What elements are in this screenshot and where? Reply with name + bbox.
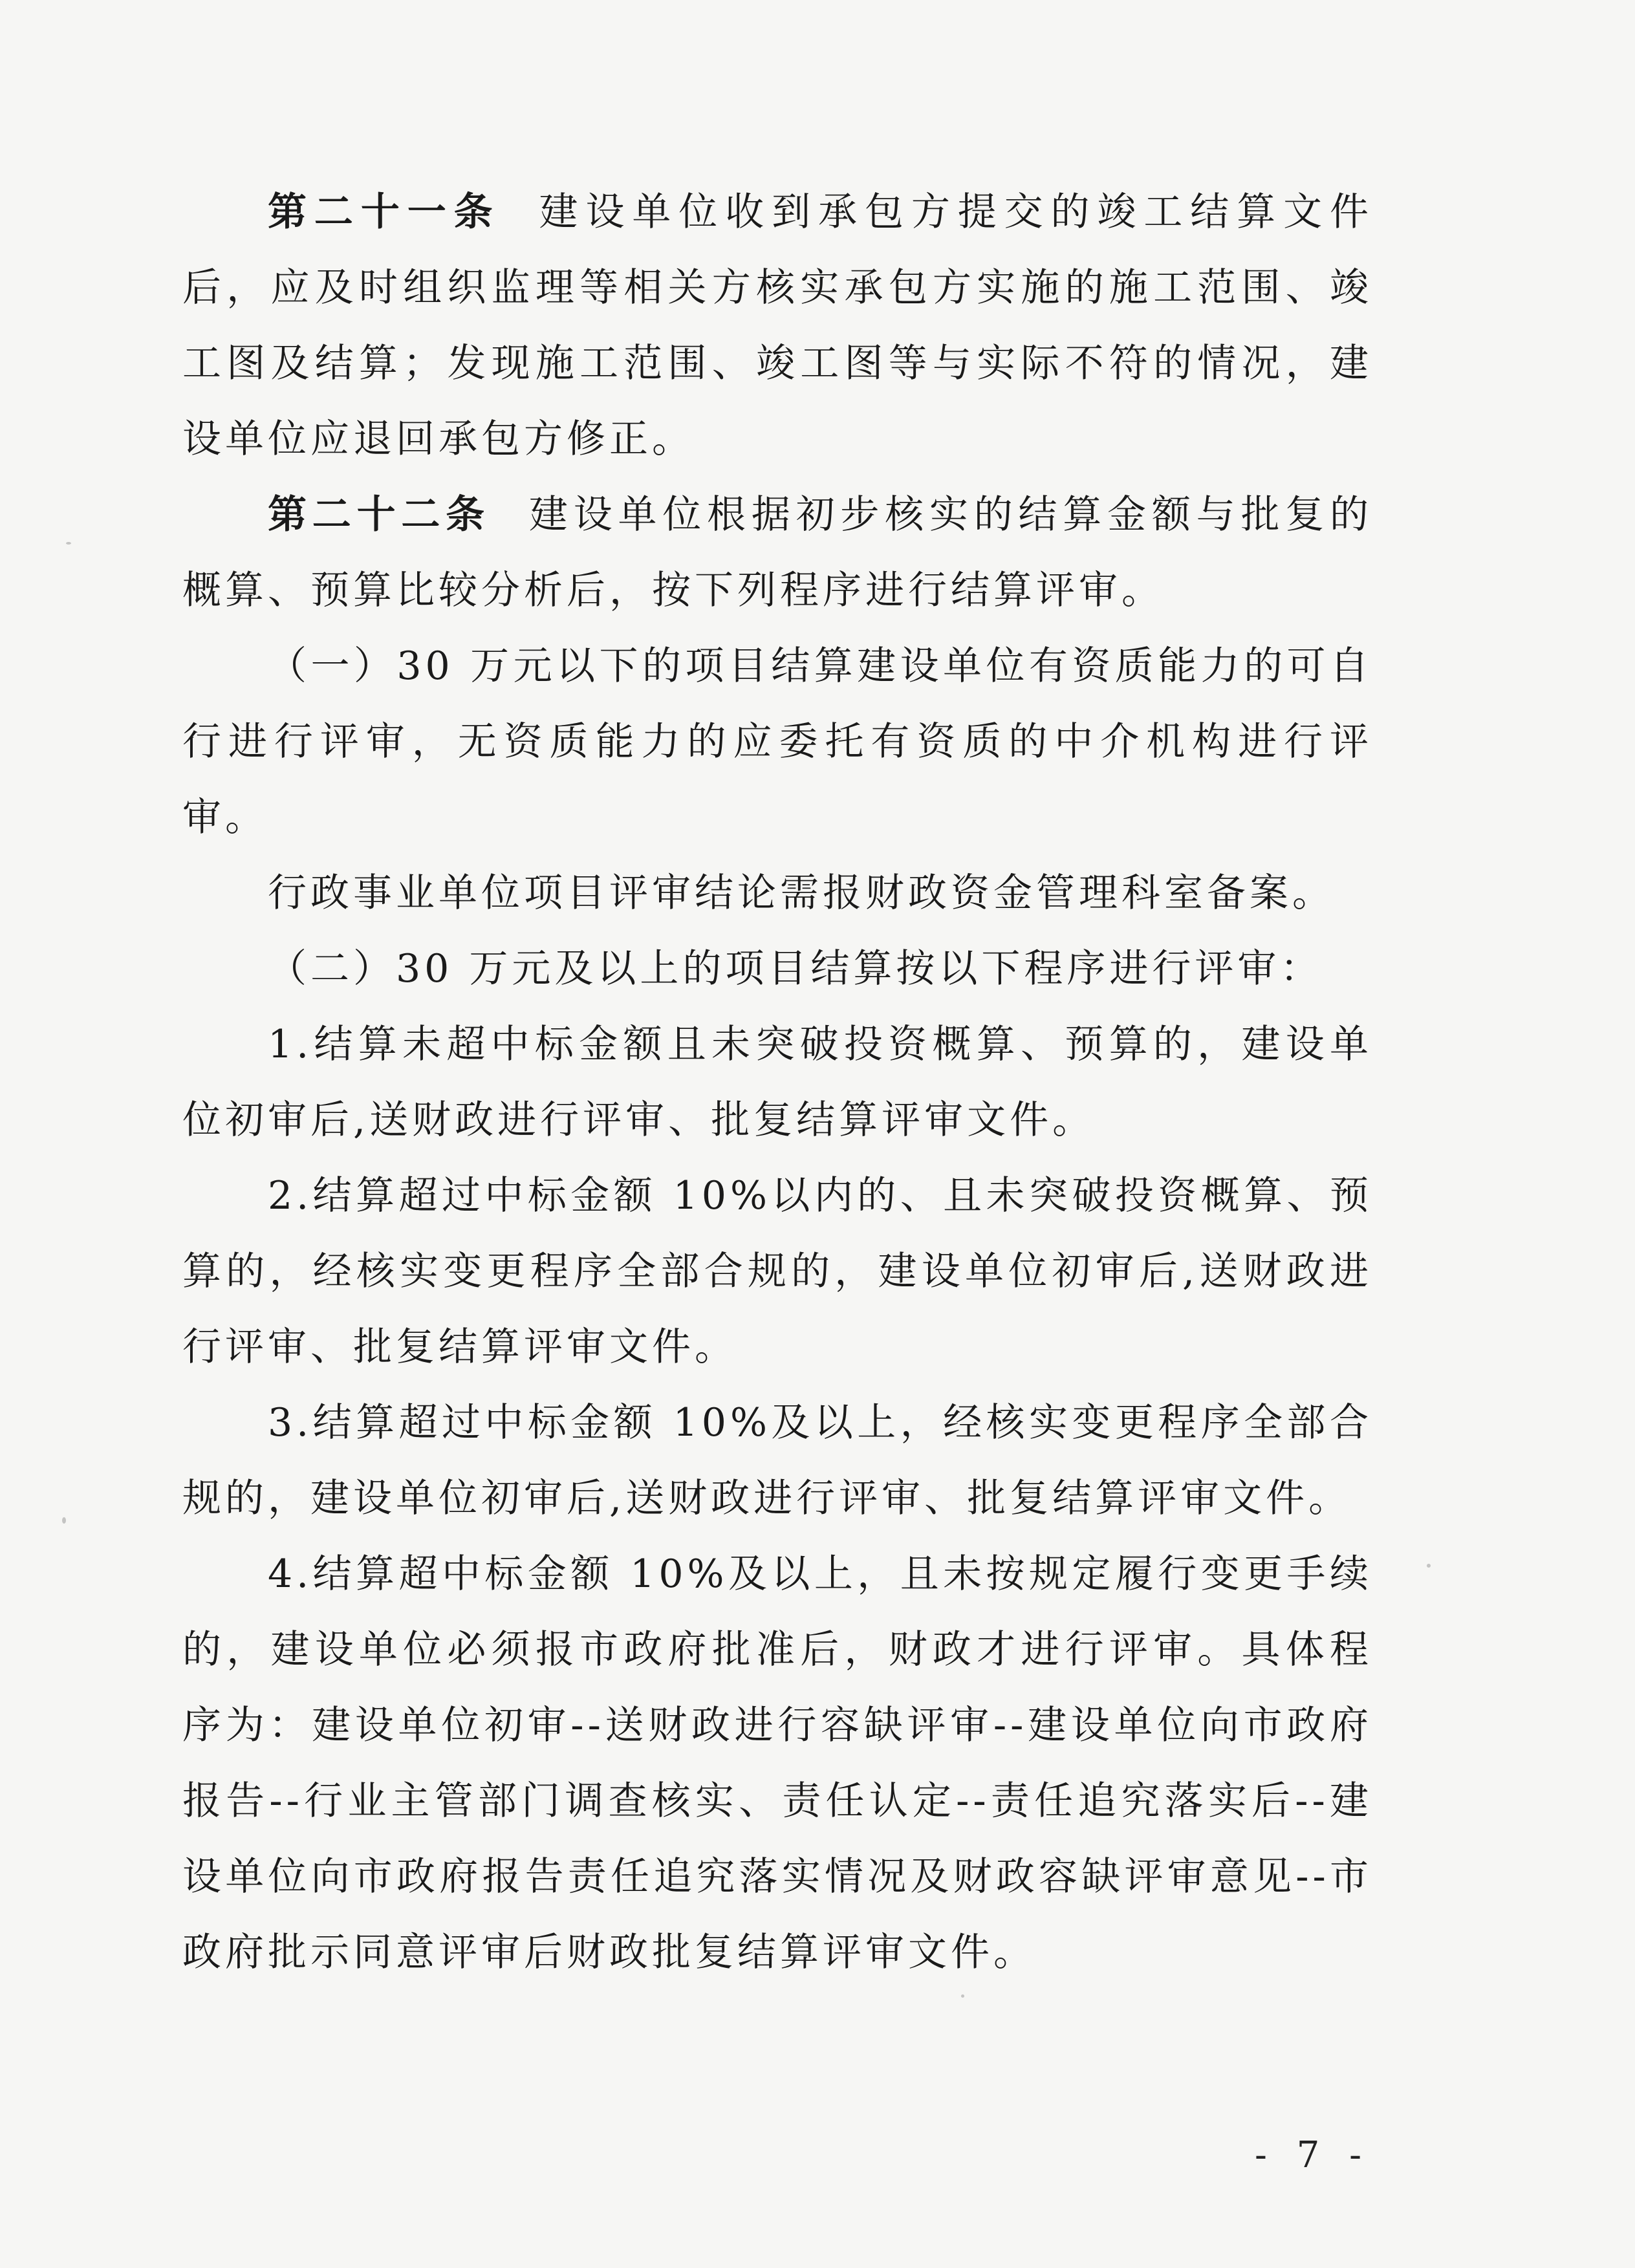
article-21-text: 建设单位收到承包方提交的竣工结算文件后，应及时组织监理等相关方核实承包方实施的施工范围、竣工图及结算；发现施工范围、竣工图等与实际不符的情况，建设单位应退回承包方修正。: [182, 189, 1373, 462]
scan-speck: [961, 1994, 964, 1998]
sub-item-2-paragraph: 2.结算超过中标金额 10%以内的、且未突破投资概算、预算的，经核实变更程序全部合规的，建设单位初审后,送财政进行评审、批复结算评审文件。: [182, 1173, 1372, 1370]
item-1-note-paragraph: 行政事业单位项目评审结论需报财政资金管理科室备案。: [268, 870, 1335, 916]
sub-item-4-paragraph: 4.结算超中标金额 10%及以上，且未按规定履行变更手续的，建设单位必须报市政府批准后，财政才进行评审。具体程序为：建设单位初审--送财政进行容缺评审--建设单位向市政府报告--行业主管部门调查核实、责任认定--责任追究落实后--建设单位向市政府报告责任追究落实情况及财政容缺评审意见--市政府批示同意评审后财政批复结算评审文件。: [182, 1551, 1372, 1975]
article-22-text: 建设单位根据初步核实的结算金额与批复的概算、预算比较分析后，按下列程序进行结算评审。: [182, 492, 1373, 613]
scan-speck: [1427, 1564, 1431, 1568]
sub-item-1-paragraph: 1.结算未超中标金额且未突破投资概算、预算的，建设单位初审后,送财政进行评审、批复结算评审文件。: [182, 1022, 1372, 1143]
article-21: [182, 175, 1372, 477]
page-number: - 7 -: [1255, 2134, 1371, 2176]
sub-item-3-paragraph: 3.结算超过中标金额 10%及以上，经核实变更程序全部合规的，建设单位初审后,送财政进行评审、批复结算评审文件。: [182, 1400, 1372, 1521]
article-21-heading: 第二十一条: [268, 189, 501, 235]
article-22-heading: 第二十二条: [268, 492, 490, 537]
document-body: [182, 175, 1372, 1991]
item-1-paragraph: （一）30 万元以下的项目结算建设单位有资质能力的可自行进行评审，无资质能力的应委托有资质的中介机构进行评审。: [182, 643, 1372, 840]
scan-speck: [62, 1517, 66, 1524]
item-2-paragraph: （二）30 万元及以上的项目结算按以下程序进行评审：: [268, 946, 1323, 991]
article-22: [182, 477, 1372, 629]
scan-speck: [66, 542, 71, 545]
